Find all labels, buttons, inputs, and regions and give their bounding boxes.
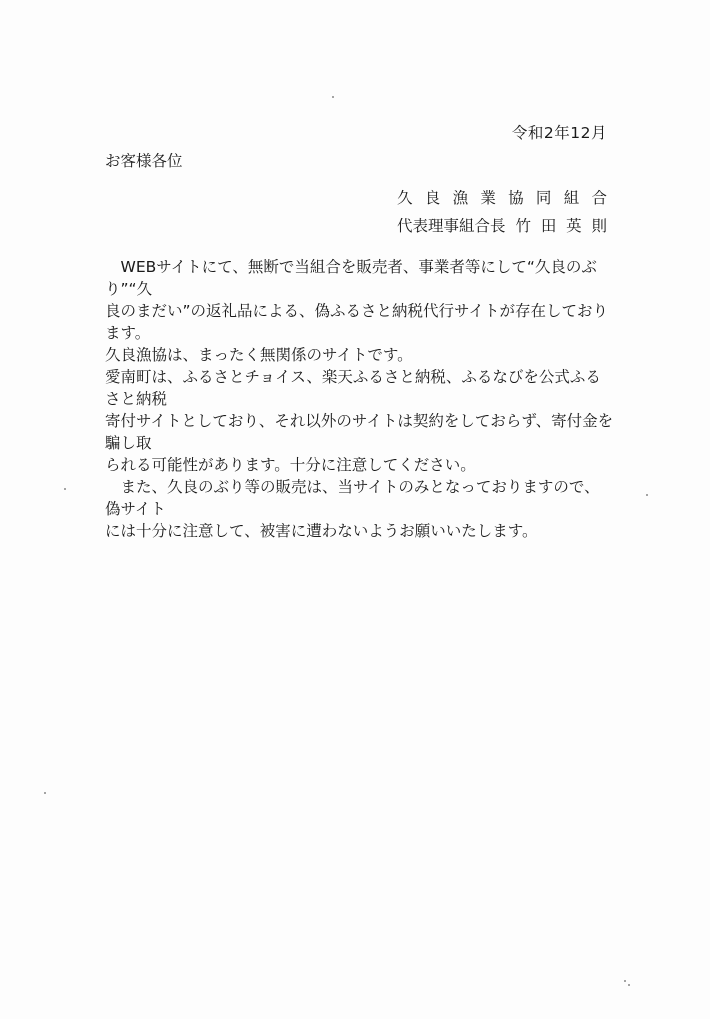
org-char: 漁 bbox=[452, 189, 469, 207]
representative-name bbox=[516, 212, 607, 240]
scan-speckle bbox=[646, 494, 648, 496]
sender-representative bbox=[397, 212, 607, 240]
scan-speckle bbox=[332, 96, 334, 98]
scan-speckle bbox=[64, 488, 66, 490]
org-char: 良 bbox=[424, 189, 441, 207]
body-line: WEBサイトにて、無断で当組合を販売者、事業者等にして“久良のぶり”“久 bbox=[105, 258, 597, 298]
org-char: 組 bbox=[563, 189, 580, 207]
scan-speckle bbox=[624, 980, 626, 982]
name-char: 竹 bbox=[515, 217, 532, 235]
document-date: 令和2年12月 bbox=[511, 124, 607, 142]
scan-speckle bbox=[44, 792, 46, 794]
body-line: 良のまだい”の返礼品による、偽ふるさと納税代行サイトが存在しております。 bbox=[105, 302, 608, 342]
body-line: には十分に注意して、被害に遭わないようお願いいたします。 bbox=[105, 522, 538, 540]
name-char: 英 bbox=[566, 217, 582, 235]
representative-title: 代表理事組合長 bbox=[397, 217, 506, 235]
name-char: 則 bbox=[591, 217, 607, 235]
org-char: 協 bbox=[508, 189, 524, 207]
org-char: 久 bbox=[397, 189, 413, 207]
scan-speckle bbox=[628, 984, 630, 986]
org-char: 合 bbox=[591, 189, 607, 207]
body-line: 寄付サイトとしており、それ以外のサイトは契約をしておらず、寄付金を騙し取 bbox=[105, 412, 614, 452]
body-line: られる可能性があります。十分に注意してください。 bbox=[105, 456, 476, 474]
notice-body bbox=[105, 256, 615, 542]
body-line: 愛南町は、ふるさとチョイス、楽天ふるさと納税、ふるなびを公式ふるさと納税 bbox=[105, 368, 601, 408]
recipient-salutation: お客様各位 bbox=[105, 152, 183, 170]
name-char: 田 bbox=[540, 217, 557, 235]
org-char: 同 bbox=[535, 189, 552, 207]
org-char: 業 bbox=[480, 189, 496, 207]
body-line: また、久良のぶり等の販売は、当サイトのみとなっておりますので、偽サイト bbox=[105, 478, 600, 518]
sender-block bbox=[397, 184, 607, 240]
sender-organization bbox=[397, 184, 607, 212]
body-line: 久良漁協は、まったく無関係のサイトです。 bbox=[105, 346, 413, 364]
